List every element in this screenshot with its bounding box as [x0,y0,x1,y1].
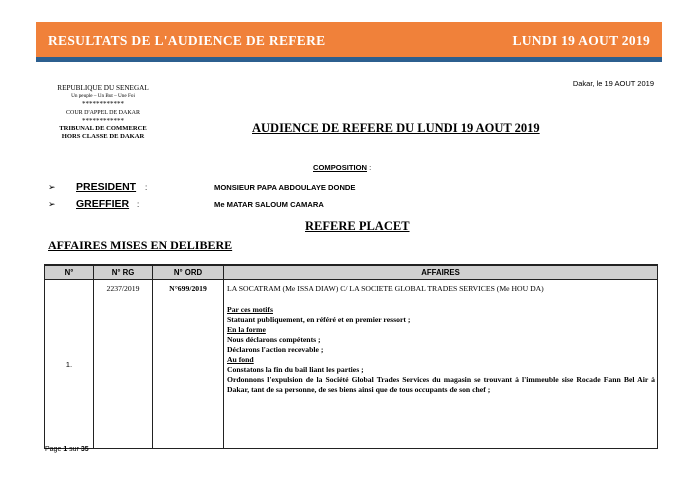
affaires-heading: AFFAIRES MISES EN DELIBERE [48,238,233,252]
motifs-label: Par ces motifs [227,305,273,314]
table-header-row [45,265,658,280]
row-ord: N°699/2019 [153,280,224,449]
affaires-table [44,264,658,449]
president-role: PRESIDENT [76,181,137,193]
ruling-line: Ordonnons l'expulsion de la Société Global Trades Services du magasin se trouvant à l'immeuble sise Rocade Fann Bel Air à Dakar, tant de sa personne, de ses biens ainsi que de tous occupants de son chef ; [227,375,655,394]
header-banner [36,22,662,62]
president-colon: : [145,183,148,192]
ruling-line: Constatons la fin du bail liant les parties ; [227,365,364,374]
header-rg: N° RG [94,265,153,280]
ruling-line: Déclarons l'action recevable ; [227,345,324,354]
composition-heading [313,163,371,172]
header-ord: N° ORD [153,265,224,280]
tribunal-name: TRIBUNAL DE COMMERCE [59,125,147,133]
separator-stars: ************ [82,116,124,125]
case-parties: LA SOCATRAM (Me ISSA DIAW) C/ LA SOCIETE GLOBAL TRADES SERVICES (Me HOU DA) [227,284,544,293]
page-sur: sur [69,446,79,453]
banner-date: LUNDI 19 AOUT 2019 [512,33,650,48]
document-title: AUDIENCE DE REFERE DU LUNDI 19 AOUT 2019 [252,121,540,135]
page-word: Page [45,446,62,453]
page-current: 1 [63,446,68,453]
arrow-bullet-icon: ➢ [48,182,56,192]
republic-motto: Un peuple – Un But – Une Foi [71,93,135,100]
greffier-name: Me MATAR SALOUM CAMARA [214,200,324,209]
separator-stars: ************ [82,100,124,109]
row-affaire [224,280,658,449]
forme-label: En la forme [227,325,266,334]
page-footer [45,446,89,453]
republic-block [36,84,170,141]
arrow-bullet-icon: ➢ [48,199,56,209]
header-num: N° [45,265,94,280]
tribunal-class: HORS CLASSE DE DAKAR [61,133,145,141]
section-title: REFERE PLACET [305,219,410,233]
composition-label: COMPOSITION [313,163,368,172]
fond-label: Au fond [227,355,254,364]
date-line: Dakar, le 19 AOUT 2019 [572,79,654,88]
header-affaires: AFFAIRES [224,265,658,280]
banner-title: RESULTATS DE L'AUDIENCE DE REFERE [48,33,326,48]
ruling-line: Nous déclarons compétents ; [227,335,321,344]
row-num: 1. [45,280,94,449]
court-name: COUR D'APPEL DE DAKAR [65,109,141,116]
greffier-colon: : [137,200,140,209]
president-name: MONSIEUR PAPA ABDOULAYE DONDE [214,183,356,192]
page-total: 35 [80,446,89,453]
ruling-line: Statuant publiquement, en référé et en premier ressort ; [227,315,411,324]
republic-name: REPUBLIQUE DU SENEGAL [57,84,149,92]
composition-suffix: : [367,163,372,172]
table-row [45,280,658,449]
greffier-role: GREFFIER [76,198,130,210]
row-rg: 2237/2019 [94,280,153,449]
